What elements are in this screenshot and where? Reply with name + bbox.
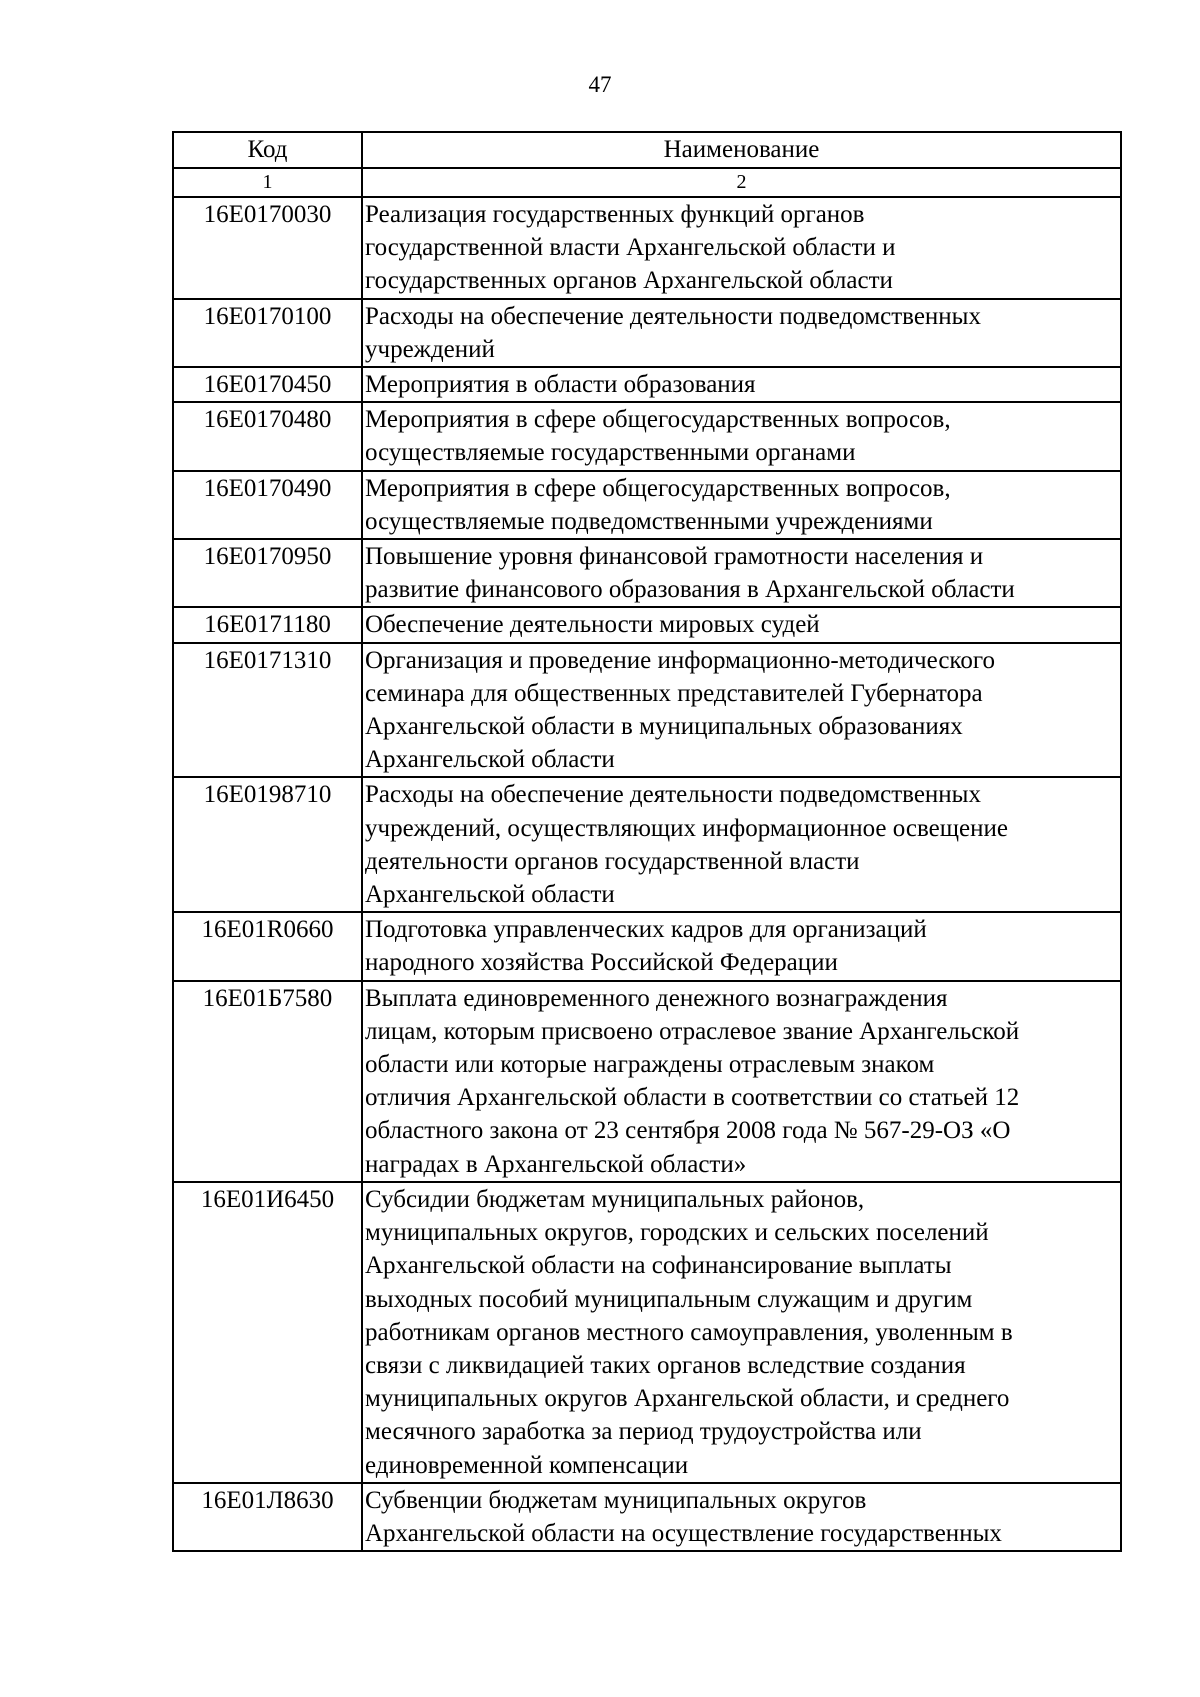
table-row	[173, 981, 1121, 1182]
column-number-1: 1	[173, 168, 362, 197]
row-name: Обеспечение деятельности мировых судей	[365, 611, 820, 639]
row-code: 16Е0170030	[173, 197, 362, 299]
table-row	[173, 197, 1121, 299]
row-name-cell	[362, 299, 1121, 367]
row-code: 16Е0170480	[173, 402, 362, 470]
row-name: Субсидии бюджетам муниципальных районов, муниципальных округов, городских и сельских поселений Архангельской области на софинансирование выплаты выходных пособий муниципальным служащим и другим работникам органов местного самоуправления, уволенным в связи с ликвидацией таких органов вследствие создания муниципальных округов Архангельской области, и среднего месячного заработка за период трудоустройства или единовременной компенсации	[365, 1185, 1013, 1479]
page-number: 47	[588, 72, 612, 97]
row-name-cell	[362, 1182, 1121, 1483]
row-name-cell	[362, 981, 1121, 1182]
table-row	[173, 367, 1121, 402]
row-code: 16Е01И6450	[173, 1182, 362, 1483]
row-name-cell	[362, 643, 1121, 778]
row-name-cell	[362, 539, 1121, 607]
row-name-cell	[362, 777, 1121, 912]
column-header-code: Код	[173, 132, 362, 168]
table-row	[173, 643, 1121, 778]
row-name: Выплата единовременного денежного вознаграждения лицам, которым присвоено отраслевое звание Архангельской области или которые награждены отраслевым знаком отличия Архангельской области в соответствии со статьей 12 областного закона от 23 сентября 2008 года № 567-29-ОЗ «О наградах в Архангельской области»	[365, 984, 1020, 1178]
table-row	[173, 402, 1121, 470]
table-row	[173, 299, 1121, 367]
row-name: Субвенции бюджетам муниципальных округов Архангельской области на осуществление государственных	[365, 1486, 1002, 1547]
row-code: 16Е01R0660	[173, 912, 362, 980]
row-name: Реализация государственных функций органов государственной власти Архангельской области и государственных органов Архангельской области	[365, 201, 896, 295]
row-name: Расходы на обеспечение деятельности подведомственных учреждений	[365, 302, 981, 363]
row-name-cell	[362, 367, 1121, 402]
table-row	[173, 912, 1121, 980]
row-name: Расходы на обеспечение деятельности подведомственных учреждений, осуществляющих информационное освещение деятельности органов государственной власти Архангельской области	[365, 781, 1008, 909]
row-code: 16Е01Л8630	[173, 1483, 362, 1551]
column-number-row	[173, 168, 1121, 197]
row-code: 16Е0170450	[173, 367, 362, 402]
row-code: 16Е01Б7580	[173, 981, 362, 1182]
row-name: Подготовка управленческих кадров для организаций народного хозяйства Российской Федерации	[365, 916, 927, 977]
row-name-cell	[362, 402, 1121, 470]
row-name: Повышение уровня финансовой грамотности населения и развитие финансового образования в Архангельской области	[365, 543, 1015, 604]
row-name: Мероприятия в области образования	[365, 371, 756, 399]
row-code: 16Е0170100	[173, 299, 362, 367]
row-code: 16Е0171180	[173, 607, 362, 642]
table-row	[173, 607, 1121, 642]
row-code: 16Е0170490	[173, 471, 362, 539]
budget-codes-table	[172, 131, 1122, 1552]
table-header-row	[173, 132, 1121, 168]
row-name-cell	[362, 471, 1121, 539]
table-body	[173, 197, 1121, 1551]
column-header-name: Наименование	[362, 132, 1121, 168]
table-row	[173, 1483, 1121, 1551]
row-name-cell	[362, 197, 1121, 299]
row-name-cell	[362, 1483, 1121, 1551]
row-code: 16Е0171310	[173, 643, 362, 778]
row-code: 16Е0198710	[173, 777, 362, 912]
row-code: 16Е0170950	[173, 539, 362, 607]
row-name-cell	[362, 912, 1121, 980]
row-name: Мероприятия в сфере общегосударственных вопросов, осуществляемые подведомственными учреждениями	[365, 474, 951, 535]
row-name: Организация и проведение информационно-методического семинара для общественных представителей Губернатора Архангельской области в муниципальных образованиях Архангельской области	[365, 646, 995, 774]
table-row	[173, 777, 1121, 912]
column-number-2: 2	[362, 168, 1121, 197]
row-name-cell	[362, 607, 1121, 642]
table-row	[173, 1182, 1121, 1483]
row-name: Мероприятия в сфере общегосударственных вопросов, осуществляемые государственными органами	[365, 406, 951, 467]
table-row	[173, 539, 1121, 607]
table-row	[173, 471, 1121, 539]
